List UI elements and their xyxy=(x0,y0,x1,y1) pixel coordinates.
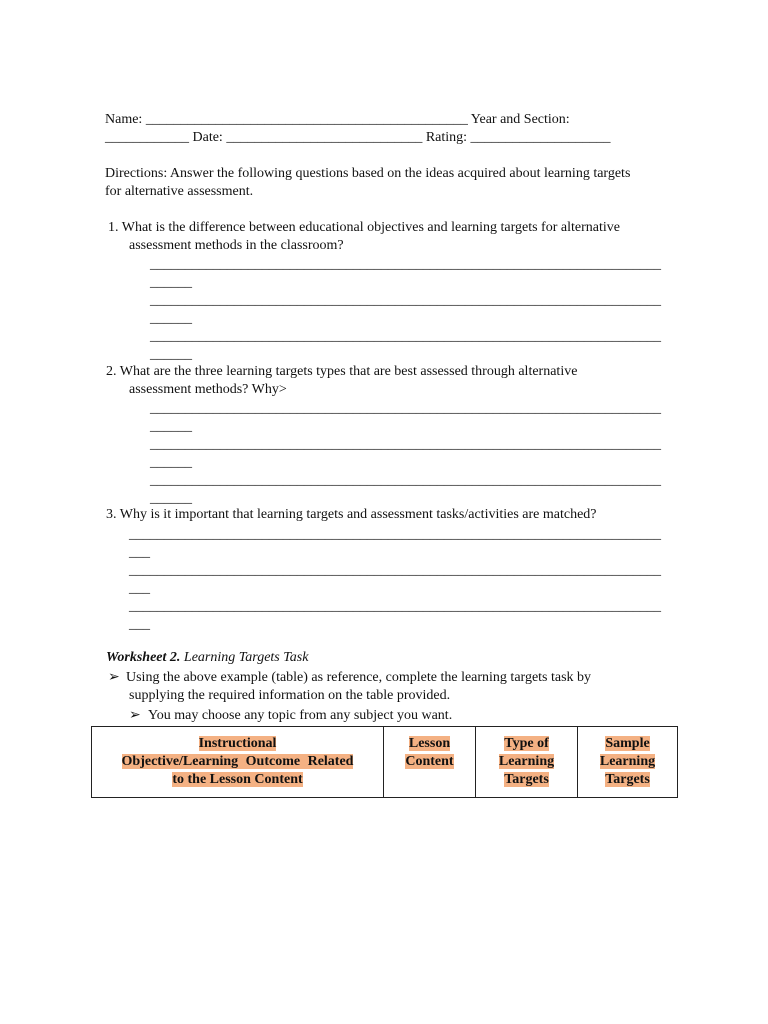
learning-targets-table xyxy=(91,726,678,798)
question-2: 2. What are the three learning targets types that are best assessed through alternative xyxy=(106,364,578,379)
answer-line-wrap: ______ xyxy=(150,275,192,290)
worksheet-title-rest: Learning Targets Task xyxy=(180,650,309,665)
instruction-line-1: Using the above example (table) as reference, complete the learning targets task by xyxy=(126,670,592,685)
answer-line-wrap: ______ xyxy=(150,491,192,506)
answer-line[interactable]: ____________________________________________________________________________ xyxy=(129,527,661,542)
answer-line[interactable]: _________________________________________________________________________ xyxy=(150,473,661,488)
worksheet-title xyxy=(106,649,308,667)
header-instructional-objective xyxy=(92,727,384,798)
answer-line[interactable]: _________________________________________________________________________ xyxy=(150,401,661,416)
answer-line-wrap: ______ xyxy=(150,419,192,434)
header-text-line: Targets xyxy=(605,772,650,787)
header-text-line: to the Lesson Content xyxy=(172,772,303,787)
question-3: 3. Why is it important that learning targets and assessment tasks/activities are matched? xyxy=(106,507,597,522)
table-header-row xyxy=(92,727,678,798)
answer-line[interactable]: ____________________________________________________________________________ xyxy=(129,563,661,578)
directions-line-2: for alternative assessment. xyxy=(105,184,254,199)
header-text-line: Sample xyxy=(605,736,650,751)
header-text-line: Content xyxy=(405,754,454,769)
header-text-line: Targets xyxy=(504,772,549,787)
answer-line[interactable]: _________________________________________________________________________ xyxy=(150,329,661,344)
answer-line-wrap: ______ xyxy=(150,311,192,326)
question-1-cont: assessment methods in the classroom? xyxy=(129,238,344,253)
instruction-line-2: supplying the required information on the table provided. xyxy=(129,688,451,703)
worksheet-title-bold: Worksheet 2. xyxy=(106,650,181,665)
header-lesson-content xyxy=(384,727,476,798)
answer-line-wrap: ______ xyxy=(150,455,192,470)
name-year-section-line: Name: ______________________________________________ Year and Section: xyxy=(105,112,570,127)
question-1: 1. What is the difference between educational objectives and learning targets for alternative xyxy=(108,220,620,235)
header-sample-learning-targets xyxy=(578,727,678,798)
header-text-line: Learning xyxy=(599,754,656,769)
answer-line[interactable]: _________________________________________________________________________ xyxy=(150,257,661,272)
header-text-line: Type of xyxy=(504,736,549,751)
header-text-line: Lesson xyxy=(408,736,451,751)
header-text-line: Instructional xyxy=(198,736,277,751)
sub-instruction: You may choose any topic from any subject you want. xyxy=(148,708,453,723)
question-2-cont: assessment methods? Why> xyxy=(129,382,287,397)
header-text-line: Learning xyxy=(498,754,555,769)
sub-bullet-icon: ➢ xyxy=(129,708,141,723)
answer-line[interactable]: _________________________________________________________________________ xyxy=(150,293,661,308)
date-rating-line: ____________ Date: ____________________________ Rating: ____________________ xyxy=(105,130,611,145)
answer-line[interactable]: _________________________________________________________________________ xyxy=(150,437,661,452)
answer-line-wrap: ______ xyxy=(150,347,192,362)
answer-line-wrap: ___ xyxy=(129,617,150,632)
answer-line-wrap: ___ xyxy=(129,581,150,596)
header-type-of-learning-targets xyxy=(476,727,578,798)
header-text-line: Objective/Learning Outcome Related xyxy=(121,754,354,769)
answer-line[interactable]: ____________________________________________________________________________ xyxy=(129,599,661,614)
instruction-bullet-icon: ➢ xyxy=(108,670,120,685)
answer-line-wrap: ___ xyxy=(129,545,150,560)
directions-line-1: Directions: Answer the following questions based on the ideas acquired about learning targets xyxy=(105,166,631,181)
